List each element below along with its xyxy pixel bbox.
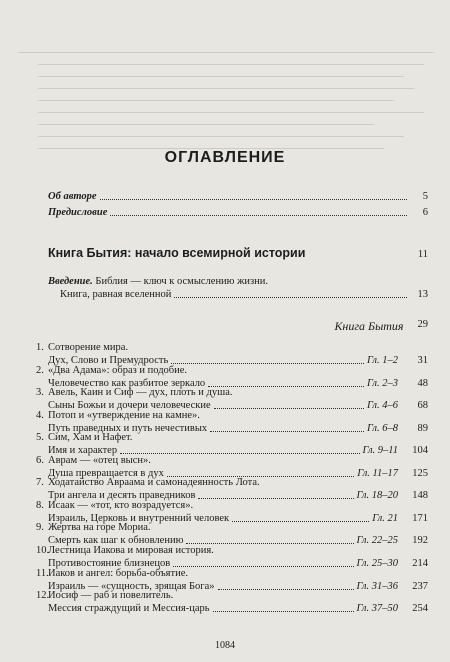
chapter-page: 125 [412, 468, 428, 479]
chapter-ref: Гл. 18–20 [356, 490, 398, 501]
chapter-subtitle: Мессия страждущий и Мессия-царь [48, 603, 210, 614]
chapter-page: 192 [412, 535, 428, 546]
chapter-ref: Гл. 11–17 [357, 468, 398, 479]
chapter-title: Ходатайство Авраама и самонадеянность Лота. [48, 477, 260, 488]
chapter-ref: Гл. 1–2 [367, 355, 398, 366]
toc-chapter[interactable] [36, 589, 428, 615]
chapter-page: 214 [412, 558, 428, 569]
chapter-ref: Гл. 31–36 [356, 581, 398, 592]
chapter-title: Лестница Иакова и мировая история. [48, 545, 214, 556]
toc-entry-introduction[interactable] [48, 275, 428, 301]
chapter-ref: Гл. 9–11 [362, 445, 398, 456]
chapter-page: 48 [417, 378, 428, 389]
chapter-ref: Гл. 25–30 [356, 558, 398, 569]
toc-part-heading[interactable] [48, 246, 428, 260]
part-page: 11 [417, 249, 428, 260]
chapter-title: «Два Адама»: образ и подобие. [48, 365, 188, 376]
dot-leader [100, 199, 407, 200]
chapter-ref: Гл. 22–25 [356, 535, 398, 546]
chapter-page: 31 [417, 355, 428, 366]
toc-entry-about-author[interactable] [48, 190, 428, 203]
chapter-number: 2. [36, 365, 44, 376]
chapter-subtitle: Путь праведных и путь нечестивых [48, 423, 208, 434]
bleed-through-text [18, 0, 434, 160]
intro-page: 13 [417, 289, 428, 300]
chapter-number: 3. [36, 387, 44, 398]
dot-leader [110, 215, 407, 216]
chapter-subtitle: Три ангела и десять праведников [48, 490, 196, 501]
chapter-title: Сотворение мира. [48, 342, 129, 353]
chapter-subtitle: Израиль, Церковь и внутренний человек [48, 513, 230, 524]
intro-lead: Введение. [48, 276, 93, 287]
part-label: Книга Бытия: начало всемирной истории [48, 246, 306, 260]
chapter-ref: Гл. 4–6 [367, 400, 398, 411]
chapter-title: Иаков и ангел: борьба-объятие. [48, 568, 188, 579]
chapter-subtitle: Сыны Божьи и дочери человеческие [48, 400, 211, 411]
toc-entry-page: 6 [422, 207, 428, 218]
chapter-title: Иосиф — раб и повелитель. [48, 590, 174, 601]
chapter-page: 171 [412, 513, 428, 524]
book-page: 29 [417, 319, 428, 330]
chapter-subtitle: Душа превращается в дух [48, 468, 164, 479]
chapter-page: 254 [412, 603, 428, 614]
toc-entry-label: Об авторе [48, 191, 97, 202]
chapter-number: 10. [36, 545, 50, 556]
book-label: Книга Бытия [334, 319, 404, 333]
chapter-title: Жертва на горе Мориа. [48, 522, 151, 533]
intro-text-1: Библия — ключ к осмыслению жизни. [95, 276, 269, 287]
chapter-number: 4. [36, 410, 44, 421]
intro-text-2: Книга, равная вселенной [60, 289, 172, 300]
chapter-page: 148 [412, 490, 428, 501]
chapter-number: 12. [36, 590, 50, 601]
chapter-page: 104 [412, 445, 428, 456]
toc-entry-label: Предисловие [48, 207, 108, 218]
page-number: 1084 [215, 640, 235, 651]
chapter-number: 7. [36, 477, 44, 488]
chapter-ref: Гл. 6–8 [367, 423, 398, 434]
chapter-ref: Гл. 37–50 [356, 603, 398, 614]
chapter-ref: Гл. 21 [372, 513, 398, 524]
chapter-subtitle: Израиль — «сущность, зрящая Бога» [48, 581, 215, 592]
chapter-number: 1. [36, 342, 44, 353]
chapter-page: 89 [417, 423, 428, 434]
chapter-number: 5. [36, 432, 44, 443]
chapter-subtitle: Имя и характер [48, 445, 118, 456]
chapter-title: Потоп и «утверждение на камне». [48, 410, 200, 421]
dot-leader [213, 611, 354, 612]
chapter-subtitle: Дух, Слово и Премудрость [48, 355, 169, 366]
dot-leader [174, 297, 407, 298]
chapter-title: Авель, Каин и Сиф — дух, плоть и душа. [48, 387, 233, 398]
chapter-number: 11. [36, 568, 49, 579]
chapter-page: 237 [412, 581, 428, 592]
chapter-number: 8. [36, 500, 44, 511]
chapter-subtitle: Противостояние близнецов [48, 558, 171, 569]
chapter-subtitle: Смерть как шаг к обновлению [48, 535, 184, 546]
book-heading[interactable] [334, 319, 428, 334]
chapter-title: Исаак — «тот, кто возрадуется». [48, 500, 194, 511]
toc-entry-preface[interactable] [48, 206, 428, 219]
chapter-page: 68 [417, 400, 428, 411]
page-title: ОГЛАВЛЕНИЕ [164, 149, 286, 166]
chapter-ref: Гл. 2–3 [367, 378, 398, 389]
chapter-number: 9. [36, 522, 44, 533]
toc-entry-page: 5 [422, 191, 428, 202]
chapter-number: 6. [36, 455, 44, 466]
chapter-title: Сим, Хам и Нафет. [48, 432, 133, 443]
chapter-subtitle: Человечество как разбитое зеркало [48, 378, 206, 389]
chapter-title: Аврам — «отец высн». [48, 455, 151, 466]
